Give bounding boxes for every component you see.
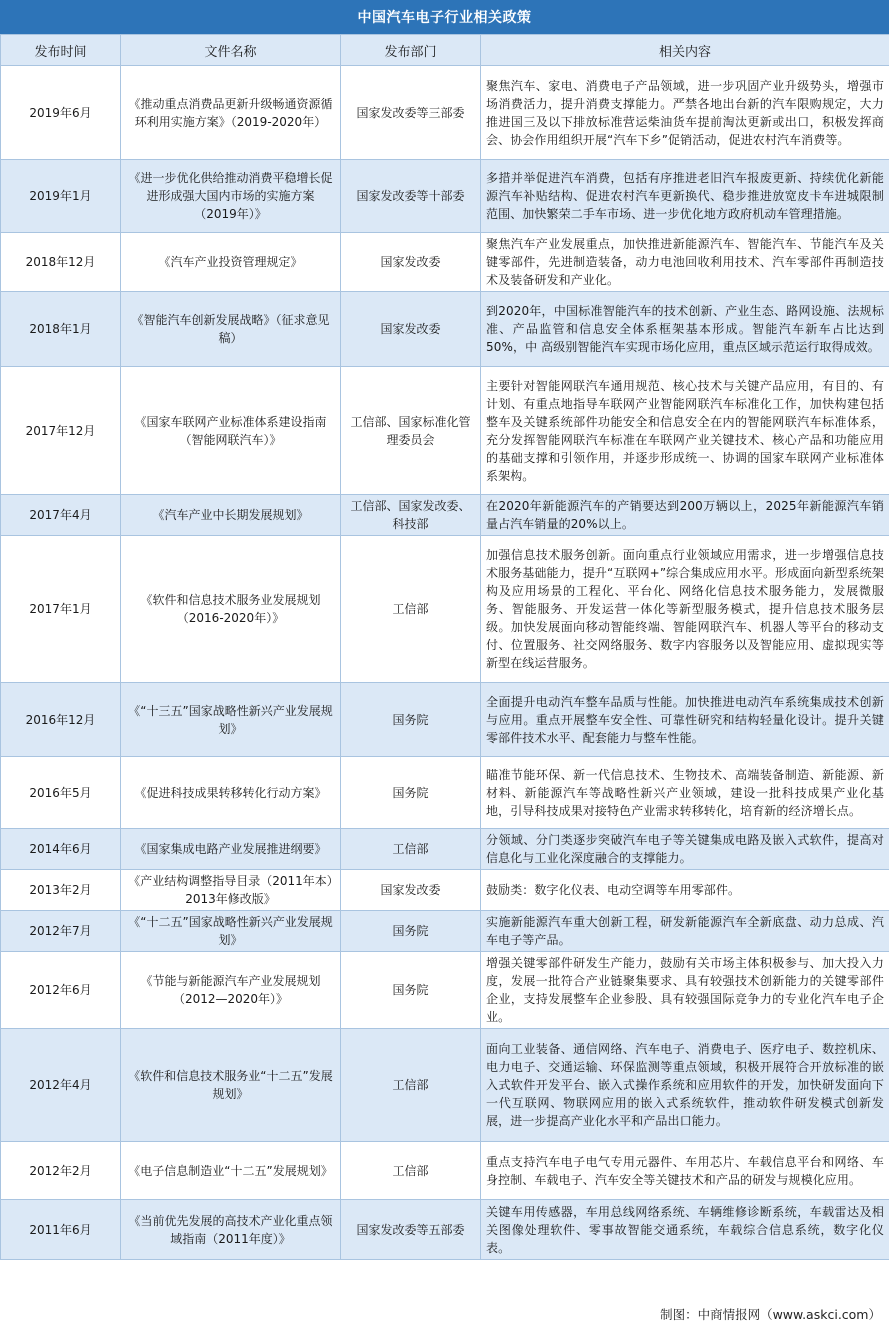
row-date: 2017年4月 bbox=[1, 495, 121, 536]
table-row bbox=[1, 160, 889, 233]
row-content: 鼓励类：数字化仪表、电动空调等车用零部件。 bbox=[481, 870, 889, 911]
row-department: 工信部 bbox=[341, 1029, 481, 1142]
row-content: 到2020年，中国标准智能汽车的技术创新、产业生态、路网设施、法规标准、产品监管和信息安全体系框架基本形成。智能汽车新车占比达到50%，中 高级别智能汽车实现市场化应用，重点区域示范运行取得成效。 bbox=[481, 292, 889, 367]
source-note: 制图：中商情报网（www.askci.com） bbox=[660, 1307, 881, 1322]
table-row bbox=[1, 1200, 889, 1260]
row-date: 2013年2月 bbox=[1, 870, 121, 911]
row-department: 国务院 bbox=[341, 952, 481, 1029]
row-department: 国家发改委等十部委 bbox=[341, 160, 481, 233]
header-date: 发布时间 bbox=[1, 35, 121, 66]
row-content: 瞄准节能环保、新一代信息技术、生物技术、高端装备制造、新能源、新材料、新能源汽车等战略性新兴产业领域，建设一批科技成果产业化基地，引导科技成果对接特色产业需求转移转化，培育新的经济增长点。 bbox=[481, 757, 889, 829]
table-row bbox=[1, 757, 889, 829]
header-name: 文件名称 bbox=[121, 35, 341, 66]
row-date: 2019年1月 bbox=[1, 160, 121, 233]
row-document-name: 《汽车产业中长期发展规划》 bbox=[121, 495, 341, 536]
row-content: 在2020年新能源汽车的产销要达到200万辆以上，2025年新能源汽车销量占汽车销量的20%以上。 bbox=[481, 495, 889, 536]
row-date: 2011年6月 bbox=[1, 1200, 121, 1260]
table-row bbox=[1, 233, 889, 292]
row-date: 2012年2月 bbox=[1, 1142, 121, 1200]
table-row bbox=[1, 683, 889, 757]
row-document-name: 《节能与新能源汽车产业发展规划（2012—2020年）》 bbox=[121, 952, 341, 1029]
row-department: 国家发改委 bbox=[341, 292, 481, 367]
row-content: 关键车用传感器，车用总线网络系统、车辆维修诊断系统，车载雷达及相关图像处理软件、零事故智能交通系统，车载综合信息系统，数字化仪表。 bbox=[481, 1200, 889, 1260]
row-department: 国务院 bbox=[341, 683, 481, 757]
table-header-row bbox=[1, 35, 889, 66]
row-department: 工信部、国家标准化管理委员会 bbox=[341, 367, 481, 495]
row-document-name: 《国家集成电路产业发展推进纲要》 bbox=[121, 829, 341, 870]
row-document-name: 《软件和信息技术服务业发展规划（2016-2020年）》 bbox=[121, 536, 341, 683]
row-department: 国家发改委 bbox=[341, 233, 481, 292]
row-content: 重点支持汽车电子电气专用元器件、车用芯片、车载信息平台和网络、车身控制、车载电子、汽车安全等关键技术和产品的研发与规模化应用。 bbox=[481, 1142, 889, 1200]
row-document-name: 《电子信息制造业“十二五”发展规划》 bbox=[121, 1142, 341, 1200]
row-content: 实施新能源汽车重大创新工程，研发新能源汽车全新底盘、动力总成、汽车电子等产品。 bbox=[481, 911, 889, 952]
row-document-name: 《“十三五”国家战略性新兴产业发展规划》 bbox=[121, 683, 341, 757]
row-document-name: 《当前优先发展的高技术产业化重点领域指南（2011年度）》 bbox=[121, 1200, 341, 1260]
row-document-name: 《进一步优化供给推动消费平稳增长促进形成强大国内市场的实施方案（2019年）》 bbox=[121, 160, 341, 233]
row-date: 2019年6月 bbox=[1, 66, 121, 160]
table-row bbox=[1, 495, 889, 536]
row-document-name: 《软件和信息技术服务业“十二五”发展规划》 bbox=[121, 1029, 341, 1142]
row-department: 国务院 bbox=[341, 757, 481, 829]
row-document-name: 《推动重点消费品更新升级畅通资源循环利用实施方案》（2019-2020年） bbox=[121, 66, 341, 160]
policy-table-body bbox=[1, 66, 889, 1260]
policy-table bbox=[0, 34, 889, 1260]
table-row bbox=[1, 829, 889, 870]
row-date: 2018年1月 bbox=[1, 292, 121, 367]
row-date: 2012年6月 bbox=[1, 952, 121, 1029]
row-content: 主要针对智能网联汽车通用规范、核心技术与关键产品应用，有目的、有计划、有重点地指导车联网产业智能网联汽车标准化工作，加快构建包括整车及关键系统部件功能安全和信息安全在内的智能网联汽车标准体系，充分发挥智能网联汽车标准在车联网产业关键技术、核心产品和功能应用的基础支撑和引领作用，并逐步形成统一、协调的国家车联网产业标准体系架构。 bbox=[481, 367, 889, 495]
row-document-name: 《国家车联网产业标准体系建设指南（智能网联汽车）》 bbox=[121, 367, 341, 495]
row-date: 2016年12月 bbox=[1, 683, 121, 757]
row-content: 多措并举促进汽车消费，包括有序推进老旧汽车报废更新、持续优化新能源汽车补贴结构、促进农村汽车更新换代、稳步推进放宽皮卡车进城限制范围、加快繁荣二手车市场、进一步优化地方政府机动车管理措施。 bbox=[481, 160, 889, 233]
table-row bbox=[1, 292, 889, 367]
row-date: 2012年4月 bbox=[1, 1029, 121, 1142]
table-row bbox=[1, 1142, 889, 1200]
row-department: 工信部 bbox=[341, 536, 481, 683]
header-department: 发布部门 bbox=[341, 35, 481, 66]
table-row bbox=[1, 367, 889, 495]
row-department: 国家发改委等三部委 bbox=[341, 66, 481, 160]
row-date: 2012年7月 bbox=[1, 911, 121, 952]
row-department: 工信部 bbox=[341, 1142, 481, 1200]
page-title: 中国汽车电子行业相关政策 bbox=[0, 0, 889, 34]
header-content: 相关内容 bbox=[481, 35, 889, 66]
row-content: 全面提升电动汽车整车品质与性能。加快推进电动汽车系统集成技术创新与应用。重点开展整车安全性、可靠性研究和结构轻量化设计。提升关键零部件技术水平、配套能力与整车性能。 bbox=[481, 683, 889, 757]
row-document-name: 《智能汽车创新发展战略》（征求意见稿） bbox=[121, 292, 341, 367]
table-row bbox=[1, 1029, 889, 1142]
row-document-name: 《产业结构调整指导目录（2011年本）2013年修改版》 bbox=[121, 870, 341, 911]
table-row bbox=[1, 536, 889, 683]
table-row bbox=[1, 66, 889, 160]
table-row bbox=[1, 952, 889, 1029]
row-document-name: 《促进科技成果转移转化行动方案》 bbox=[121, 757, 341, 829]
row-department: 工信部 bbox=[341, 829, 481, 870]
row-date: 2016年5月 bbox=[1, 757, 121, 829]
row-department: 工信部、国家发改委、科技部 bbox=[341, 495, 481, 536]
row-department: 国家发改委 bbox=[341, 870, 481, 911]
row-date: 2018年12月 bbox=[1, 233, 121, 292]
row-content: 聚焦汽车产业发展重点，加快推进新能源汽车、智能汽车、节能汽车及关键零部件，先进制造装备，动力电池回收利用技术、汽车零部件再制造技术及装备研发和产业化。 bbox=[481, 233, 889, 292]
row-content: 增强关键零部件研发生产能力，鼓励有关市场主体积极参与、加大投入力度，发展一批符合产业链聚集要求、具有较强技术创新能力的关键零部件企业，支持发展整车企业参股、具有较强国际竞争力的专业化汽车电子企业。 bbox=[481, 952, 889, 1029]
row-content: 加强信息技术服务创新。面向重点行业领域应用需求，进一步增强信息技术服务基础能力，提升“互联网+”综合集成应用水平。形成面向新型系统架构及应用场景的工程化、平台化、网络化信息技术服务能力，发展微服务、智能服务、开发运营一体化等新型服务模式，提升信息技术服务层级。加快发展面向移动智能终端、智能网联汽车、机器人等平台的移动支付、位置服务、社交网络服务、数字内容服务以及智能应用、虚拟现实等新型在线运营服务。 bbox=[481, 536, 889, 683]
table-row bbox=[1, 911, 889, 952]
row-content: 分领域、分门类逐步突破汽车电子等关键集成电路及嵌入式软件，提高对信息化与工业化深度融合的支撑能力。 bbox=[481, 829, 889, 870]
row-department: 国务院 bbox=[341, 911, 481, 952]
row-department: 国家发改委等五部委 bbox=[341, 1200, 481, 1260]
row-content: 聚焦汽车、家电、消费电子产品领域，进一步巩固产业升级势头，增强市场消费活力，提升消费支撑能力。严禁各地出台新的汽车限购规定，大力推进国三及以下排放标准营运柴油货车提前淘汰更新或出口，积极发挥商会、协会作用组织开展“汽车下乡”促销活动，促进农村汽车消费等。 bbox=[481, 66, 889, 160]
row-document-name: 《汽车产业投资管理规定》 bbox=[121, 233, 341, 292]
row-document-name: 《“十二五”国家战略性新兴产业发展规划》 bbox=[121, 911, 341, 952]
table-row bbox=[1, 870, 889, 911]
row-date: 2017年1月 bbox=[1, 536, 121, 683]
row-date: 2014年6月 bbox=[1, 829, 121, 870]
row-content: 面向工业装备、通信网络、汽车电子、消费电子、医疗电子、数控机床、电力电子、交通运输、环保监测等重点领域，积极开展符合开放标准的嵌入式软件开发平台、嵌入式操作系统和应用软件的开发，加快研发面向下一代互联网、物联网应用的嵌入式系统软件，推动软件研发模式创新发展，进一步提高产业化水平和产品出口能力。 bbox=[481, 1029, 889, 1142]
row-date: 2017年12月 bbox=[1, 367, 121, 495]
